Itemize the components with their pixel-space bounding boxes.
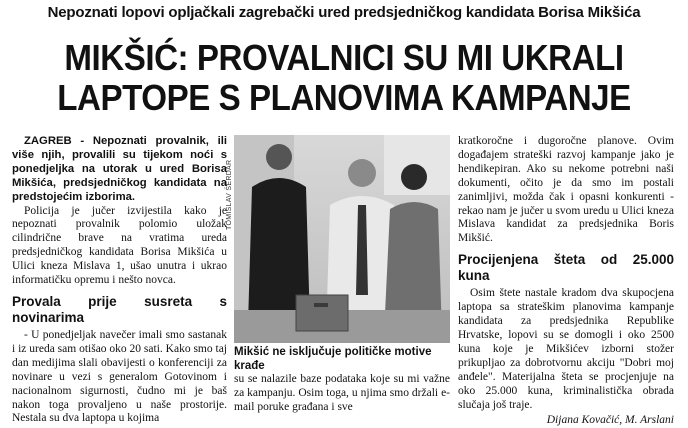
- body-paragraph: - U ponedjeljak navečer imali smo sastanak i iz ureda sam otišao oko 20 sati. Kako smo taj dan medijima slali obavijesti o konferenciji za novinare u vezi s generalom Gotovinom i nacionalnom sigurnosti, čudno mi je baš nakon toga provaljeno u naše prostorije. Nestala su dva laptopa u kojima: [12, 328, 227, 425]
- photo-illustration: [234, 135, 450, 343]
- photo-credit: TOMISLAV ŠERDAR: [226, 159, 233, 230]
- body-paragraph: Osim štete nastale kradom dva skupocjena laptopa sa strateškim planovima kampanje kandidata za predsjednika Republike Hrvatske, lopovi su se domogli i oko 2500 kuna koje je Mikšićev izborni stožer prikupljao za dobrotvornu akciju "Dobri moj anđele". Materijalna šteta se procjenjuje na oko 25.000 kuna, kriminalistička obrada slučaja još traje.: [458, 287, 674, 411]
- headline-line-1: MIKŠIĆ: PROVALNICI SU MI UKRALI: [64, 37, 624, 78]
- lead-paragraph: ZAGREB - Nepoznati provalnik, ili više njih, provalili su tijekom noći s ponedjeljka na utorak u ured Borisa Mikšića, predsjedničkog kandidata na predstojećim izborima.: [12, 135, 227, 203]
- column-2: [234, 373, 450, 415]
- body-paragraph: Policija je jučer izvijestila kako je nepoznati provalnik polomio uložak cilindrične brave na vratima ureda predsjedničkog kandidata Borisa Mikšića u Ulici kneza Mislava 1, ušao unutra i ukrao informatičku opremu i nešto novca.: [12, 204, 227, 287]
- kicker: Nepoznati lopovi opljačkali zagrebački ured predsjedničkog kandidata Borisa Mikšića: [47, 4, 641, 21]
- subheading: Provala prije susreta s novinarima: [12, 293, 227, 325]
- headline: [39, 38, 650, 118]
- body-paragraph: kratkoročne i dugoročne planove. Ovim događajem strateški razvoj kampanje jako je hendikepiran. Ako su nekome potrebni naši dokumenti, očito je da smo im postali zanimljivi, možda čak i opasni konkurenti - rekao nam je jučer u svom uredu u Ulici kneza Mislava kandidat za predsjednika Boris Mikšić.: [458, 135, 674, 245]
- column-3: [458, 135, 674, 428]
- news-photo: [234, 135, 450, 343]
- photo-caption: Mikšić ne isključuje političke motive krađe: [234, 346, 432, 372]
- subheading: Procijenjena šteta od 25.000 kuna: [458, 252, 674, 284]
- body-paragraph: su se nalazile baze podataka koje su mi važne za kampanju. Osim toga, u njima smo držali e-mail poruke građana i sve: [234, 373, 450, 413]
- column-1: [12, 135, 227, 426]
- headline-line-2: LAPTOPE S PLANOVIMA KAMPANJE: [57, 77, 631, 118]
- author-signature: Dijana Kovačić, M. Arslani: [546, 414, 674, 427]
